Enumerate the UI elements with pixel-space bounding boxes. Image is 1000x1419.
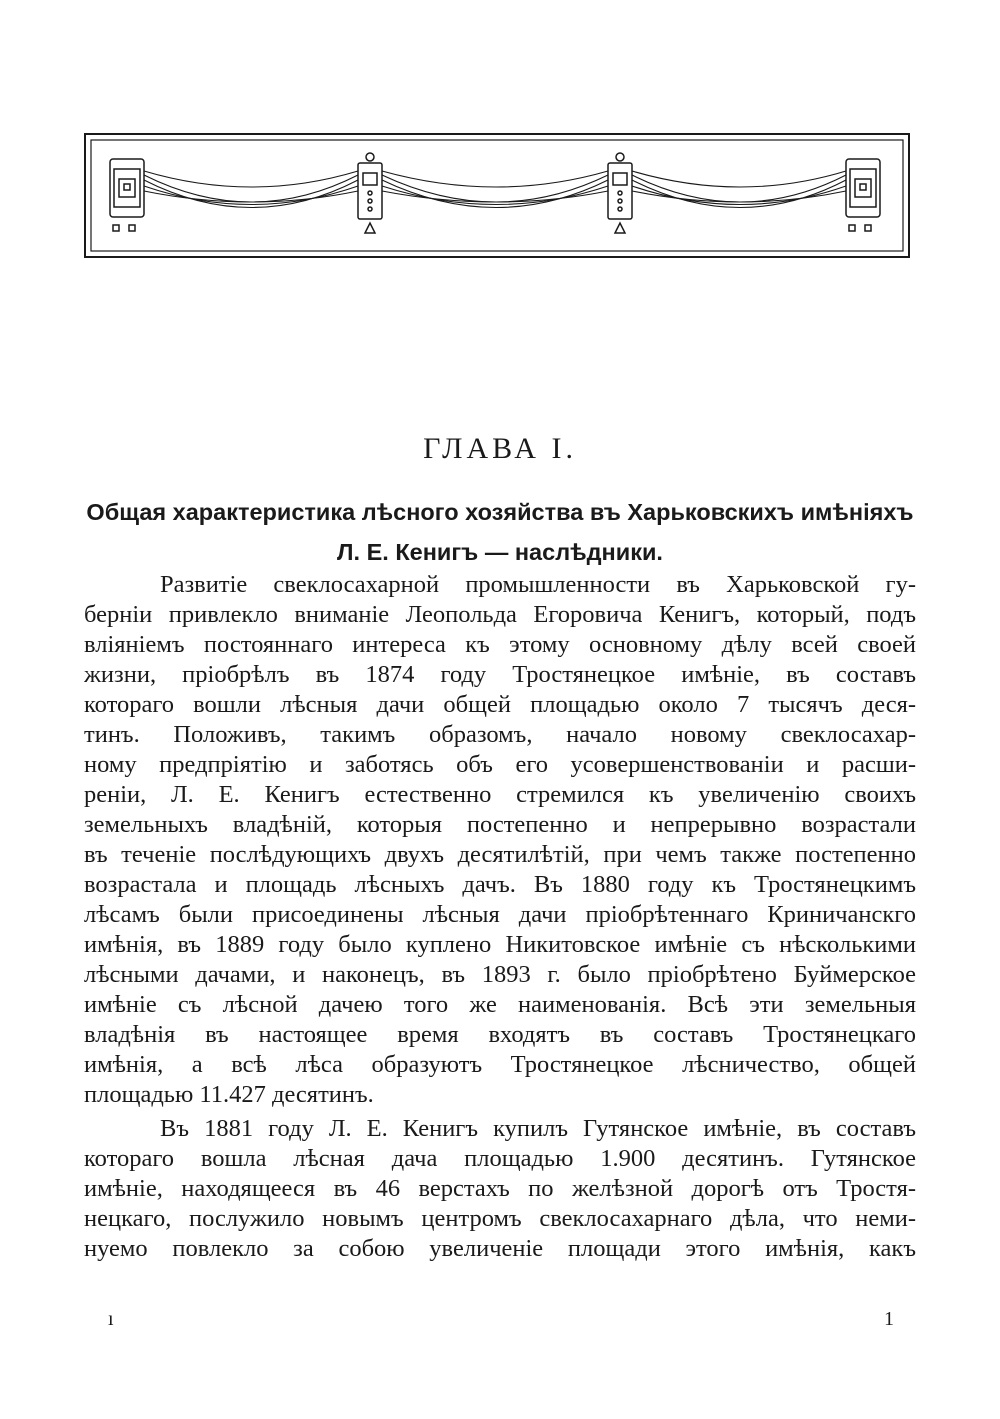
text-line: Развитіе свеклосахарной промышленности въ Харьковской гу- (160, 571, 916, 598)
text-line: ному предпріятію и заботясь объ его усовершенствованіи и расши- (84, 751, 916, 778)
text-line: имѣніе, находящееся въ 46 верстахъ по желѣзной дорогѣ отъ Тростя- (84, 1175, 916, 1202)
paragraph-2 (84, 1114, 916, 1264)
section-heading (84, 492, 916, 572)
garland-drape-center (382, 171, 608, 208)
text-line: Въ 1881 году Л. Е. Кенигъ купилъ Гутянское имѣніе, въ составъ (160, 1115, 916, 1142)
text-line: владѣнія въ настоящее время входятъ въ составъ Тростянецкаго (84, 1021, 916, 1048)
text-line: лѣсными дачами, и наконецъ, въ 1893 г. было пріобрѣтено Буймерское (84, 961, 916, 988)
ornament-post-center-left (358, 153, 382, 233)
page-number: 1 (884, 1308, 894, 1330)
text-line: имѣнія, а всѣ лѣса образуютъ Тростянецкое лѣсничество, общей (84, 1051, 916, 1078)
footer-left-mark: ı (108, 1308, 114, 1330)
text-line: жизни, пріобрѣлъ въ 1874 году Тростянецкое имѣніе, въ составъ (84, 661, 916, 688)
text-line: имѣнія, въ 1889 году было куплено Никитовское имѣніе съ нѣсколькими (84, 931, 916, 958)
ornament-post-right (846, 159, 880, 231)
text-line: вліяніемъ постояннаго интереса къ этому основному дѣлу всей своей (84, 631, 916, 658)
header-ornament (84, 133, 910, 258)
garland-drape-left (144, 171, 358, 208)
text-line: нецкаго, послужило новымъ центромъ свеклосахарнаго дѣла, что неми- (84, 1205, 916, 1232)
text-line: тинъ. Положивъ, такимъ образомъ, начало новому свеклосахар- (84, 721, 916, 748)
text-line: площадью 11.427 десятинъ. (84, 1081, 374, 1108)
ornament-post-center-right (608, 153, 632, 233)
text-line: котораго вошла лѣсная дача площадью 1.900 десятинъ. Гутянское (84, 1145, 916, 1172)
text-line: земельныхъ владѣній, которыя постепенно и непрерывно возрастали (84, 811, 916, 838)
text-line: возрастала и площадь лѣсныхъ дачъ. Въ 1880 году къ Тростянецкимъ (84, 871, 916, 898)
ornament-outer-frame (85, 134, 909, 257)
ornament-inner-frame (91, 140, 903, 251)
text-line: нуемо повлекло за собою увеличеніе площади этого имѣнія, какъ (84, 1235, 916, 1262)
garland-drape-right (632, 171, 846, 208)
section-heading-line-2: Л. Е. Кенигъ — наслѣдники. (337, 539, 663, 565)
text-line: берніи привлекло вниманіе Леопольда Егоровича Кенигъ, который, подъ (84, 601, 916, 628)
chapter-title: ГЛАВА I. (423, 432, 577, 465)
text-line: реніи, Л. Е. Кенигъ естественно стремился къ увеличенію своихъ (84, 781, 916, 808)
ornament-post-left (110, 159, 144, 231)
text-line: имѣніе съ лѣсной дачею того же наименованія. Всѣ эти земельныя (84, 991, 916, 1018)
text-line: въ теченіе послѣдующихъ двухъ десятилѣтій, при чемъ также постепенно (84, 841, 916, 868)
text-line: котораго вошли лѣсныя дачи общей площадью около 7 тысячъ деся- (84, 691, 916, 718)
section-heading-line-1: Общая характеристика лѣсного хозяйства въ Харьковскихъ имѣніяхъ (86, 499, 914, 525)
body-text (84, 570, 916, 1264)
paragraph-1 (84, 570, 916, 1110)
text-line: лѣсамъ были присоединены лѣсныя дачи пріобрѣтеннаго Криничанскго (84, 901, 916, 928)
